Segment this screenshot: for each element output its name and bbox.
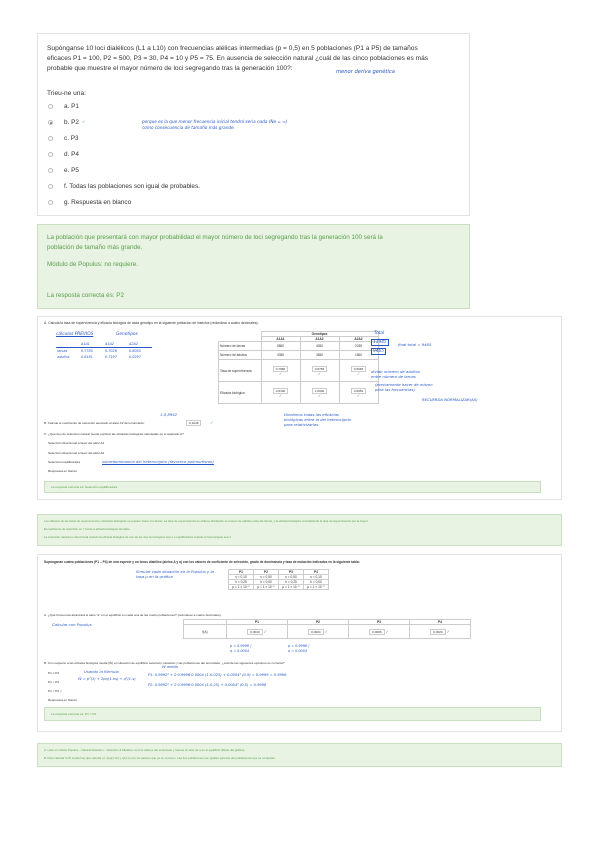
- hand-genotipos: Genotipos: [116, 332, 138, 337]
- feedback-card-2: Los cálculos de las tasas de supervivencia y eficacias biológicas se pueden hacer con Excel. La tasa de supervivencia se obtiene dividiendo el número de adultos entre las larvas, y la eficacia biológica normalizando la tasa de supervivencia por la mayor. El coeficiente de selección en † frente a eficacia biológica del alelo. La selección natural es direccional cuando la eficacia biológica de uno de los dos homocigotos sea 1 o equilibradora cuando el heterocigoto sea 1: [37, 514, 562, 546]
- hand-p1-freq: p = 0.9996 / q = 0.0004: [230, 644, 252, 653]
- feedback-card-1: [37, 224, 470, 309]
- c-option-3[interactable]: Selección equilibradora: [48, 460, 81, 464]
- check-icon: ✓: [210, 420, 214, 425]
- question-line-2: eficaces P1 = 100, P2 = 500, P3 = 30, P4 = 10 y P5 = 75. En ausencia de selección natural ¿cuál de las cinco poblaciones es más: [47, 55, 429, 62]
- hand-total-head: Total: [374, 331, 385, 336]
- question-card-3: [37, 554, 562, 732]
- hand-calc-title: cálculos PREVIOS: [56, 332, 94, 337]
- question-line-1: Supónganse 10 loci dialélicos (L1 a L10) con frecuencias alélicas intermedias (p = 0,5) en 5 poblaciones (P1 a P5) de tamaños: [47, 45, 418, 52]
- freq-table: P1 P2 P3 P4 f(A) 0,0040 ✓ 0,0004 ✓ 0,0006 ✓ 0,0020 ✓: [183, 619, 471, 639]
- feedback-line-3: Módulo de Populus: no requiere.: [47, 261, 139, 268]
- choose-one-label: Trieu-ne una:: [47, 90, 86, 97]
- hand-formula: W̄ = p²(1) + 2pq(1-hs) + q²(1-s): [78, 677, 136, 681]
- feedback-card-3: A. Usar el módulo Populus – Natural Selection – Selection & Mutation con los valores del enunciado y retener el valor de a en el equilibrio (Modo del gráfico). B. Para calcular la W media hay que calcular p², 2pq(1-hs) y q²(1-s) con los valores que ya se conocen. Las dos poblaciones son iguales para las dos poblaciones que se comparan.: [37, 743, 562, 767]
- c-option-1[interactable]: Selección direccional a favor del alelo A1: [48, 441, 105, 445]
- q3-a-line: A. ¿Qué frecuencia alcanzará el alelo "a" en el equilibrio en cada una de las cuatro poblaciones? (redondear a cuatro decimales):: [44, 613, 222, 617]
- hand-p2-freq: p = 0.9996 / q = 0.0004: [288, 644, 310, 653]
- hand-formula-label: Usando la fórmula: [84, 669, 119, 674]
- radio-c[interactable]: [48, 136, 53, 141]
- genotype-table-wrap: [218, 331, 379, 404]
- radio-b[interactable]: [48, 120, 53, 125]
- freq-input-p1[interactable]: 0,0040: [247, 629, 262, 635]
- input-surv-2[interactable]: 0.8765: [312, 366, 327, 372]
- genotype-table: Genotipos A1A1 A1A2 A2A2 Número de larvas 5860 4050 2035 Número de adultos 4355 3550 1560 Tasa de supervivencia 0.7580 ✓ 0.8765 ✓ 0.8083 ✓ Eficacia biológica 0,8190 ✓ 1,0000 ✓ 0,8952 ✓: [218, 331, 379, 404]
- hand-c-note: sobredominancia del heterocigoto (favorece polimorfismo): [102, 459, 214, 464]
- hand-recuerda: RECUERDA NORMALIZAR(AS): [422, 397, 478, 402]
- input-fit-1[interactable]: 0,8190: [273, 388, 288, 394]
- hand-div-note: dividir número de adultos entre número de larvas: [371, 369, 420, 379]
- radio-e[interactable]: [48, 168, 53, 173]
- b-option-1[interactable]: P1 = P2: [48, 671, 60, 675]
- hand-total-note: final total = 9465: [398, 342, 432, 347]
- handwritten-note-p2-2: como consecuencia de tamaño más grande.: [142, 125, 235, 130]
- freq-input-p2[interactable]: 0,0004: [308, 629, 323, 635]
- freq-input-p4[interactable]: 0,0020: [430, 629, 445, 635]
- radio-d[interactable]: [48, 152, 53, 157]
- b-option-3[interactable]: P1 < P2 ✓: [48, 689, 63, 693]
- b-option-4[interactable]: Respuesta en blanco: [48, 698, 78, 702]
- input-fit-2[interactable]: 1,0000: [312, 388, 327, 394]
- c-option-2[interactable]: Selección direccional a favor del alelo A2: [48, 451, 105, 455]
- q2-b-line: B. Calcula el coeficiente de selección asociado al alelo A2 del enunciado:: [44, 421, 145, 425]
- question-card-2: [37, 316, 562, 500]
- hand-wmedia: W media: [162, 665, 178, 669]
- hand-sim: Simular cada situación en la Populus y la tasa μ en la gráfica: [136, 569, 214, 579]
- radio-g[interactable]: [48, 200, 53, 205]
- correct-answer: La resposta correcta és: P2: [47, 292, 125, 299]
- q2-answer-box: La resposta correcta és: Selección equilibradora: [44, 481, 541, 493]
- radio-a[interactable]: [48, 104, 53, 109]
- handwritten-note-deriva: menor deriva genética: [336, 69, 395, 75]
- params-table: P1 P2 P3 P4 s = 0,10 s = 0,50 s = 0,50 s = 0,10 h = 0,25 h = 0,00 h = 0,25 h = 0,00 μ = 1 × 10⁻⁵ μ = 1 × 10⁻⁵ μ = 1 × 10⁻⁵ μ = 1 × 10⁻⁵: [228, 569, 329, 590]
- input-fit-3[interactable]: 0,8952: [351, 388, 366, 394]
- question-card-1: Supónganse 10 loci dialélicos (L1 a L10) con frecuencias alélicas intermedias (p = 0,5) en 5 poblaciones (P1 a P5) de tamaños eficaces P1 = 100, P2 = 500, P3 = 30, P4 = 10 y P5 = 75. En ausencia de selección natural ¿cuál de las cinco poblaciones es más probable que muestre el mayor número de loci segregando tras la generación 100?: menor deriva genética Trieu-ne una: a. P1 b. P2 ✓ porque es la que menor frecuencia inicial tendrá seria nada (Ne = ∞) como consecuencia de tamaño más grande. c. P3 d. P4 e. P5 f. Todas las poblaciones son igual de probables. g. Respuesta en blanco: [37, 33, 470, 216]
- hand-div-note-2: (previamente hacer de mismo para las frecuencias): [375, 382, 433, 392]
- input-surv-3[interactable]: 0.8083: [351, 366, 366, 372]
- hand-div3: Dividimos todas las eficacias biológicas entre la del heterocigoto para relativizarlas: [284, 412, 352, 427]
- table-head-genotipos: Genotipos: [261, 332, 378, 337]
- q3-b-line: B. Con respecto a las eficacia biológica media (W̄) en situación de equilibrio selección-mutación y las poblaciones del enunciado, ¿cuál de las siguientes opciones es correcta?: [44, 661, 285, 665]
- hand-total-2: 9465: [373, 349, 384, 354]
- input-surv-1[interactable]: 0.7580: [273, 366, 288, 372]
- q3-title: Supónganse cuatro poblaciones (P1 – P4) de una especie y un locus dialélico (alelos A y a) con los valores de coeficiente de selección, grado de dominancia y tasa de mutación indicados en la siguiente tabla:: [44, 560, 360, 564]
- q2-c-line: C. ¿Qué tipo de selección natural puede explicar las eficacias biológicas calculadas en el apartado A?: [44, 432, 184, 436]
- q2-title: A. Calcula la tasa de supervivencia y eficacia biológica de cada genotipo en la siguiente población de insectos (redondear a cuatro decimales):: [44, 321, 259, 325]
- question-line-3: probable que muestre el mayor número de loci segregando tras la generación 100?:: [47, 65, 293, 72]
- feedback-line-1: La población que presentará con mayor probabilidad el mayor número de loci segregando tras la generación 100 será la: [47, 234, 383, 241]
- hand-calc-table: A1A1 A1A2 A2A2 larvas 0.7785 0.7026 0.6055 adultos 0.6181 0.7197 0.0297: [56, 341, 152, 360]
- b-option-2[interactable]: P1 > P2: [48, 680, 60, 684]
- hand-p1-calc: P1: 0.9992² + 2·0.9996·0.0004 (1-0.025) + 0.0004² (0.9) = 0.9999 = 0.9998: [148, 673, 287, 677]
- hand-a-note: Calcular con Populus: [52, 622, 92, 627]
- freq-input-p3[interactable]: 0,0006: [369, 629, 384, 635]
- handwritten-note-p2-1: porque es la que menor frecuencia inicial tendrá seria nada (Ne = ∞): [142, 119, 288, 124]
- hand-total-1: 11945: [373, 340, 387, 345]
- selection-coef-input[interactable]: 0,1048: [186, 420, 201, 426]
- q3-answer-box: La resposta correcta és: P1 = P2: [44, 707, 541, 721]
- hand-p2-calc: P2: 0.9992² + 2·0.9996·0.0004 (1-0.25) + 0.0004² (0.5) = 0.9998: [148, 683, 267, 687]
- c-option-4[interactable]: Respuesta en blanco: [48, 469, 78, 473]
- feedback-line-2: población de tamaño más grande.: [47, 244, 143, 251]
- radio-f[interactable]: [48, 184, 53, 189]
- hand-s-value: 1-0,8952: [160, 412, 178, 417]
- check-icon: ✓: [82, 119, 86, 124]
